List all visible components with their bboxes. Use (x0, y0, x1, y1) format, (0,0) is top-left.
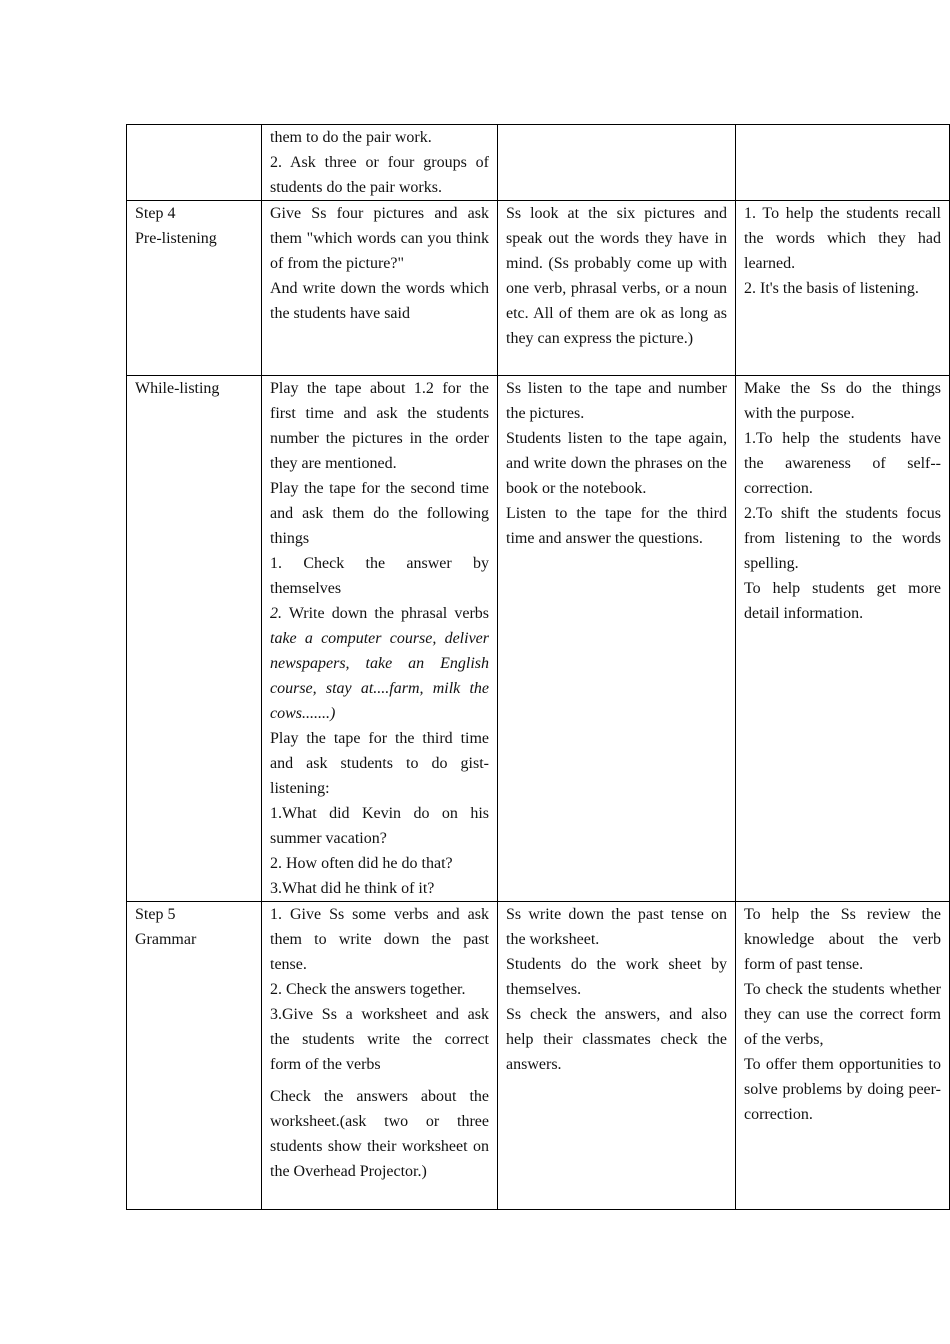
teacher-text: 1. Check the answer by themselves (270, 555, 489, 597)
teacher-text-number: 2. (270, 605, 282, 622)
purpose-text: To check the students whether they can use the correct form of the verbs, (744, 981, 941, 1048)
student-text: Listen to the tape for the third time and answer the questions. (506, 505, 727, 547)
purpose-text: 1.To help the students have the awareness of self--correction. (744, 430, 941, 497)
teacher-text: And write down the words which the students have said (270, 280, 489, 322)
student-text: Ss write down the past tense on the worksheet. (506, 906, 727, 948)
teacher-text: Play the tape for the third time and ask students to do gist-listening: (270, 730, 489, 797)
teacher-activity-cell (262, 125, 498, 201)
step-title: Grammar (135, 931, 197, 948)
teacher-activity-cell (262, 902, 498, 1210)
teacher-text: 1.What did Kevin do on his summer vacation? (270, 805, 489, 847)
purpose-cell (736, 125, 950, 201)
teacher-text: Play the tape for the second time and ask them do the following things (270, 480, 489, 547)
student-text: Ss listen to the tape and number the pictures. (506, 380, 727, 422)
teacher-text: 1. Give Ss some verbs and ask them to write down the past tense. (270, 906, 489, 973)
teacher-activity-cell (262, 376, 498, 902)
purpose-cell (736, 376, 950, 902)
table-row (127, 376, 950, 902)
teacher-text: Give Ss four pictures and ask them "which words can you think of from the picture?" (270, 205, 489, 272)
teacher-text: Write down the phrasal verbs (282, 605, 489, 622)
student-activity-cell (498, 376, 736, 902)
purpose-cell (736, 902, 950, 1210)
purpose-text: 2. It's the basis of listening. (744, 280, 919, 297)
teacher-activity-cell (262, 201, 498, 376)
purpose-text: Make the Ss do the things with the purpose. (744, 380, 941, 422)
student-activity-cell (498, 902, 736, 1210)
table-row (127, 902, 950, 1210)
purpose-text: To help the Ss review the knowledge about the verb form of past tense. (744, 906, 941, 973)
student-activity-cell (498, 125, 736, 201)
teacher-text: 3.Give Ss a worksheet and ask the students write the correct form of the verbs (270, 1006, 489, 1073)
purpose-cell (736, 201, 950, 376)
step-cell (127, 201, 262, 376)
purpose-text: To offer them opportunities to solve problems by doing peer-correction. (744, 1056, 941, 1123)
phrasal-verbs-list: take a computer course, deliver newspapers, take an English course, stay at....farm, milk the cows.......) (270, 630, 489, 722)
student-text: Students listen to the tape again, and write down the phrases on the book or the notebook. (506, 430, 727, 497)
step-cell (127, 125, 262, 201)
step-number: Step 5 (135, 906, 176, 923)
teacher-text: 3.What did he think of it? (270, 880, 435, 897)
student-activity-cell (498, 201, 736, 376)
step-cell (127, 376, 262, 902)
step-title: Pre-listening (135, 230, 217, 247)
purpose-text: 1. To help the students recall the words which they had learned. (744, 205, 941, 272)
student-text: Students do the work sheet by themselves. (506, 956, 727, 998)
teacher-text: 2. Ask three or four groups of students do the pair works. (270, 154, 489, 196)
purpose-text: 2.To shift the students focus from listening to the words spelling. (744, 505, 941, 572)
lesson-plan-table (126, 124, 950, 1210)
table-row (127, 201, 950, 376)
teacher-text: Check the answers about the worksheet.(ask two or three students show their worksheet on the Overhead Projector.) (270, 1088, 489, 1180)
step-title: While-listing (135, 380, 220, 397)
student-text: Ss look at the six pictures and speak out the words they have in mind. (Ss probably come up with one verb, phrasal verbs, or a noun etc. All of them are ok as long as they can express the picture.) (506, 205, 727, 347)
teacher-text (270, 601, 489, 726)
purpose-text: To help students get more detail information. (744, 580, 941, 622)
table-row (127, 125, 950, 201)
teacher-text: 2. Check the answers together. (270, 981, 466, 998)
step-number: Step 4 (135, 205, 176, 222)
teacher-text: 2. How often did he do that? (270, 855, 453, 872)
step-cell (127, 902, 262, 1210)
student-text: Ss check the answers, and also help their classmates check the answers. (506, 1006, 727, 1073)
teacher-text: them to do the pair work. (270, 129, 432, 146)
teacher-text: Play the tape about 1.2 for the first time and ask the students number the pictures in the order they are mentioned. (270, 380, 489, 472)
